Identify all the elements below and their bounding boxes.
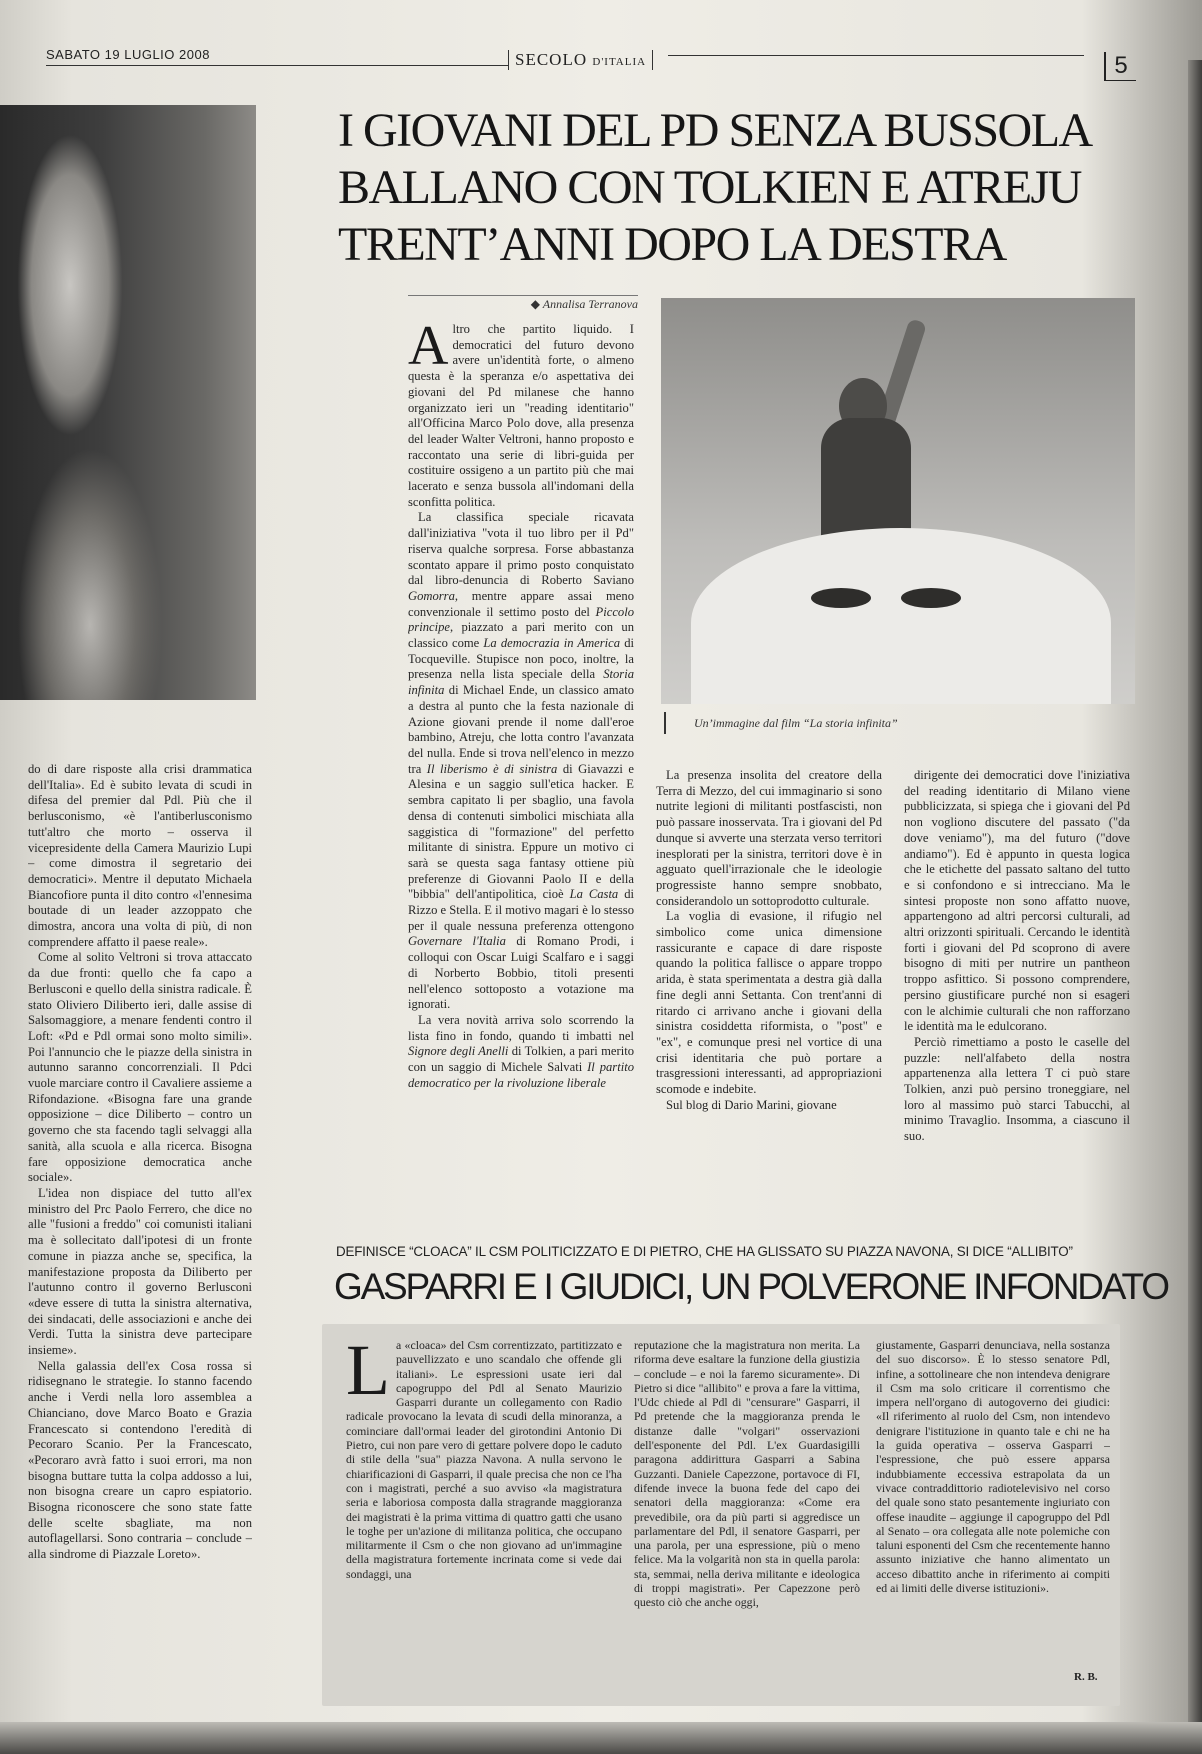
paragraph: Come al solito Veltroni si trova attaccato da due fronti: quello che fa capo a Berlusconi e quello della sinistra radicale. È stato Oliviero Diliberto ieri, dalle assise di Salsomaggiore, a menare fendenti contro il Loft: «Pd e Pdl ormai sono molto simili». Poi l'annuncio che le piazze della sinistra in autunno saranno concorrenziali. Il Pdci vuole marciare contro il Cavaliere assieme a Rifondazione. «Bisogna fare una grande opposizione – dice Diliberto – contro un governo che sta facendo tagli selvaggi alla sanità, alla scuola e alla ricerca. Bisogna fare opposizione democratica anche sociale». <box>28 950 252 1185</box>
paragraph: La classifica speciale ricavata dall'iniziativa "vota il tuo libro per il Pd" riserva qualche sorpresa. Forse abbastanza scontato appare il primo posto conquistato dal libro-denuncia di Roberto Saviano Gomorra, mentre appare assai meno convenzionale il settimo posto del Piccolo principe, piazzato a pari merito con un classico come La democrazia in America di Tocqueville. Stupisce non poco, inoltre, la presenza nella lista speciale della Storia infinita di Michael Ende, un classico amato a destra al punto che la festa nazionale di Azione giovani prende il nome dall'eroe bambino, Atreju, che lotta contro l'avanzata del nulla. Ende si trova nell'elenco in mezzo tra Il liberismo è di sinistra di Giavazzi e Alesina e un saggio sull'etica hacker. E sembra capitato li per sbaglio, una favola densa di contenuti simbolici mischiata alla saggistica di "formazione" del perfetto militante di sinistra. Eppure un motivo ci sarà se questa saga fantasy ottiene più preferenze di Giovanni Paolo II e della "bibbia" dell'antipolitica, cioè La Casta di Rizzo e Stella. E il motivo magari è lo stesso per il quale nessuna preferenza ottengono Governare l'Italia di Romano Prodi, i colloqui con Oscar Luigi Scalfaro e i saggi di Norberto Bobbio, titoli presenti nell'elenco sottoposto a votazione ma ignorati. <box>408 510 634 1012</box>
article1-column-b <box>656 768 882 1168</box>
article2-column-2 <box>634 1338 860 1680</box>
paragraph: La presenza insolita del creatore della Terra di Mezzo, del cui immaginario si sono nutrite legioni di militanti postfascisti, non può passare inosservata. Tra i giovani del Pd dunque si avverte una sterzata verso territori inesplorati per la sinistra, territori dove è in agguato quell'irrazionale che le ideologie progressiste hanno sempre snobbato, considerandolo un sottoprodotto culturale. <box>656 768 882 908</box>
article2-kicker: DEFINISCE “CLOACA” IL CSM POLITICIZZATO E DI PIETRO, CHE HA GLISSATO SU PIAZZA NAVONA, SI DICE “ALLIBITO” <box>336 1244 1073 1259</box>
dropcap-a: A <box>408 322 449 377</box>
paragraph: Perciò rimettiamo a posto le caselle del puzzle: nell'alfabeto della nostra appartenenza alla lettera T ci può stare Tolkien, anzi può persino troneggiare, nel loro al massimo può starci Tabucchi, al minimo Travaglio. Insomma, a ciascuno il suo. <box>904 1034 1130 1144</box>
paragraph: Sul blog di Dario Marini, giovane <box>666 1097 837 1112</box>
photo-luckdragon <box>691 528 1111 704</box>
page-number: 5 <box>1104 52 1136 81</box>
headline-line-2: BALLANO CON TOLKIEN E ATREJU <box>338 161 1081 214</box>
paragraph: La voglia di evasione, il rifugio nel simbolico come unica dimensione rassicurante e capace di dare risposte quando la politica fallisce o appare troppo arida, è stata sperimentata a destra già dalla fine degli anni Settanta. Con trent'anni di ritardo ci arrivano anche i giovani della sinistra cosiddetta riformista, o "post" e "ex", e comunque presi nel vortice di una crisi identitaria che può portare a trasgressioni interessanti, ad appropriazioni scomode e indebite. <box>656 909 882 1097</box>
page-fold-shadow <box>1188 60 1202 1754</box>
dropcap-b: L <box>346 1338 390 1410</box>
photo-dragon-eye-left <box>811 588 871 608</box>
paragraph: L'idea non dispiace del tutto all'ex ministro del Prc Paolo Ferrero, che dice no alle "fusioni a freddo" coi comunisti italiani ma è sollecitato dall'ipotesi di un fronte comune in piazza anche se, specifica, la manifestazione proposta da Diliberto per l'autunno contro il governo Berlusconi «deve essere di tutta la sinistra alternativa, dei sindacati, delle associazioni e anche dei Verdi. Tutta la sinistra deve partecipare insieme». <box>28 1185 252 1358</box>
photo-dragon-eye-right <box>901 588 961 608</box>
article1-column-a <box>408 322 634 1350</box>
paragraph: giustamente, Gasparri denunciava, nella sostanza del suo discorso». È lo stesso senatore Pdl, infine, a sottolineare che non intendeva denigrare il Csm ma solo criticare il correntismo che impera nell'organo di autogoverno dei giudici: «Il riferimento al ruolo del Csm, non intendevo denigrare l'istituzione in quanto tale e chi ne ha la guida operativa – osserva Gasparri – l'espressione, che può essere apparsa indubbiamente eccessiva estrapolata da un vivace contraddittorio radiotelevisivo nel corso del quale sono stato pesantemente ingiuriato con offese inaudite – aggiunge il capogruppo del Pdl al Senato – ora collegata alle note polemiche con taluni esponenti del Csm che recentemente hanno assunto iniziative che hanno alimentato un acceso dibattito anche in riferimento ai compiti ed ai limiti delle diverse istituzioni». <box>876 1338 1110 1596</box>
paragraph: dirigente dei democratici dove l'iniziativa del reading identitario di Milano viene pubblicizzata, si spiega che i giovani del Pd non vogliono discutere del passato ("da dove veniamo"), ma del futuro ("dove andiamo"). Ed è appunto in questa logica che le etichette del passato saltano del tutto e si confondono e si intrecciano. Ma le sintesi proposte non sono affatto nuove, appartengono ad altri percorsi culturali, ad altri orizzonti spirituali. Cercando le identità forti i giovani del Pd scoprono di avere bisogno di miti per nutrire un pantheon troppo asfittico. Si possono comprendere, persino giustificare purché non si esageri con le alchimie culturali che non rafforzano le identità ma le edulcorano. <box>904 768 1130 1034</box>
paragraph: La vera novità arriva solo scorrendo la lista fino in fondo, quando ti imbatti nel Signore degli Anelli di Tolkien, a pari merito con un saggio di Michele Salvati Il partito democratico per la rivoluzione liberale <box>408 1012 634 1090</box>
paragraph: ltro che partito liquido. I democratici del futuro devono avere un'identità forte, o almeno questa è la speranza e/o aspettativa dei giovani del Pd milanese che hanno organizzato ieri un "reading identitario" all'Officina Marco Polo dove, alla presenza del leader Walter Veltroni, hanno proposto e raccontato una serie di libri-guida per costituire ossigeno a un partito più che mai lacerato e senza bussola all'indomani della sconfitta politica. <box>408 322 634 509</box>
headline-line-3: TRENT’ANNI DOPO LA DESTRA <box>338 218 1006 271</box>
main-headline <box>338 102 1128 273</box>
page-bottom-shadow <box>0 1722 1202 1754</box>
newspaper-name-suffix: D'ITALIA <box>592 56 647 68</box>
article2-column-1 <box>346 1338 622 1680</box>
sidebar-column <box>28 762 252 1700</box>
left-photo-fist <box>0 105 256 700</box>
paragraph: reputazione che la magistratura non merita. La riforma deve esaltare la funzione della giustizia – conclude – e noi la faremo sicuramente». Di Pietro si dice "allibito" e prova a fare la vittima, l'Udc chiede al Pdl di "censurare" Gasparri, il Pd pretende che la maggioranza prenda le distanze dalle "volgari" osservazioni dell'esponente del Pdl. L'ex Guardasigilli paragona addirittura Gasparri a Sabina Guzzanti. Daniele Capezzone, portavoce di FI, difende invece la buona fede del capo dei senatori della maggioranza: «Come era prevedibile, ora da più parti si aggredisce un parlamentare del Pdl, il senatore Gasparri, per una parola, per una espressione, più o meno felice. Ma la volgarità non sta in quella parola: sta, semmai, nella deriva militante e ideologica di troppi magistrati». Per Capezzone però questo ciò che anche oggi, <box>634 1338 860 1610</box>
article1-column-c <box>904 768 1130 1168</box>
newspaper-name-main: SECOLO <box>515 50 588 69</box>
headline-line-1: I GIOVANI DEL PD SENZA BUSSOLA <box>338 104 1092 157</box>
masthead-rule-left <box>46 65 508 66</box>
paragraph: a «cloaca» del Csm correntizzato, partitizzato e pauvellizzato e uno scandalo che offende gli italiani». Le espressioni usate ieri dal capogruppo del Pdl al Senato Maurizio Gasparri durante un collegamento con Radio radicale provocano la levata di scudi della minoranza, a cominciare dall'ormai leader del girotondini Antonio Di Pietro, cui non pare vero di gettare polvere dopo le caduto di stile della "sua" piazza Navona. A nulla servono le chiarificazioni di Gasparri, il quale precisa che non ce l'ha con i magistrati, perché a suo avviso «la magistratura seria e laboriosa composta dalla stragrande maggioranza dei magistrati è la prima vittima di quattro gatti che usano le toghe per un'azione di militanza politica, che occupano militarmente il Csm o che non giovano ad un'immagine della magistratura fortemente incrinata come si vede dai sondaggi, una <box>346 1338 622 1581</box>
film-photo <box>661 298 1135 704</box>
photo-caption: Un’immagine dal film “La storia infinita” <box>664 712 898 734</box>
masthead-rule-right <box>668 55 1084 56</box>
paragraph: Nella galassia dell'ex Cosa rossa si ridisegnano le strategie. Io stanno facendo anche i Verdi nella loro assemblea a Chianciano, dove Marco Boato e Grazia Francescato si contendono l'eredità di Pecoraro Scanio. Per la Francescato, «Pecoraro avrà fatto i suoi errori, ma non bisogna buttare tutta la colpa addosso a lui, non bisogna creare un capro espiatorio. Bisogna riconoscere che sono state fatte delle scelte sbagliate, ma non autoflagellarsi. Sono contraria – conclude – alla sindrome di Piazzale Loreto». <box>28 1358 252 1562</box>
article2-headline: GASPARRI E I GIUDICI, UN POLVERONE INFONDATO <box>334 1266 1168 1307</box>
issue-date: SABATO 19 LUGLIO 2008 <box>46 47 210 62</box>
newspaper-name <box>508 50 653 70</box>
paragraph: do di dare risposte alla crisi drammatica dell'Italia». Ed è subito levata di scudi in difesa del premier dal Pdl. Più che il berlusconismo, «è l'antiberlusconismo tutt'altro che morto – osserva il vicepresidente della Camera Maurizio Lupi – come dimostra il segretario dei democratici». Mentre il deputato Michaela Biancofiore punta il dito contro «l'ennesima boutade di un leader azzoppato che dimostra, ancora una volta di più, di non comprendere affatto il paese reale». <box>28 762 252 949</box>
article2-column-3 <box>876 1338 1110 1680</box>
article2-signature: R. B. <box>1074 1671 1098 1683</box>
byline: ◆ Annalisa Terranova <box>408 295 638 312</box>
